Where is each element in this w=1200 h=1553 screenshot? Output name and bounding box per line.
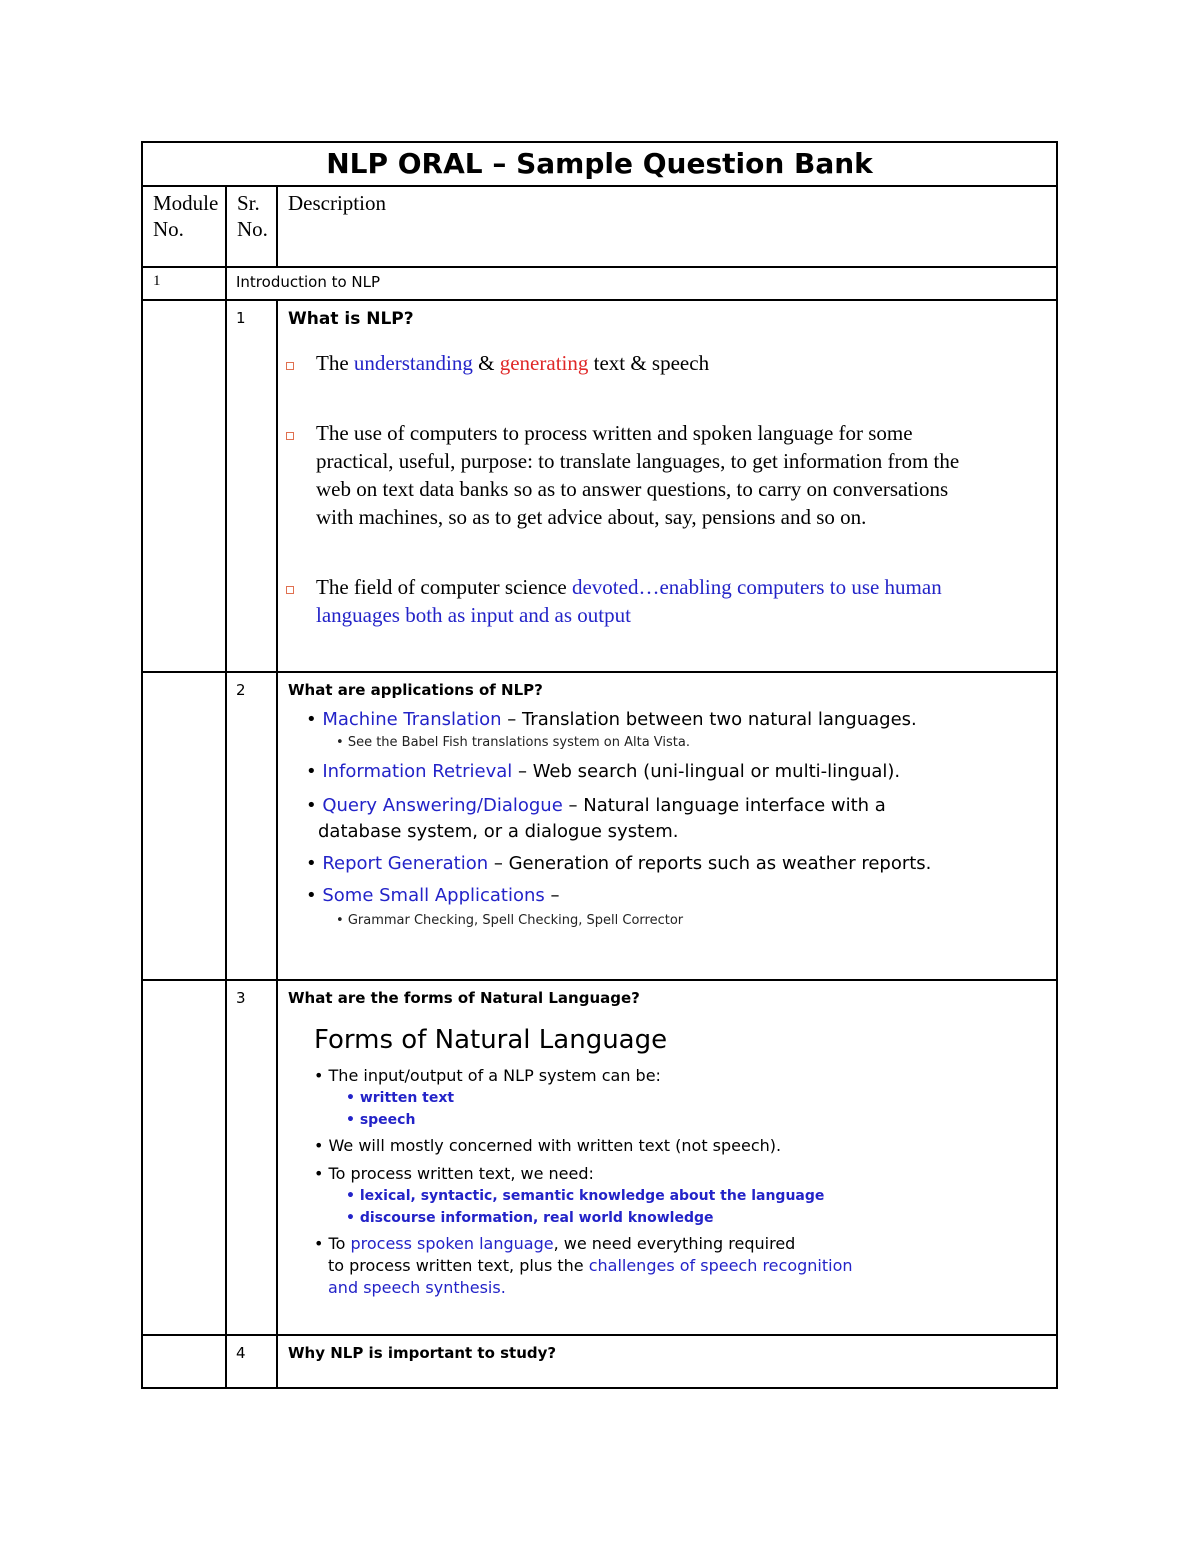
document-title: NLP ORAL – Sample Question Bank [142, 142, 1057, 186]
list-item: • We will mostly concerned with written text (not speech). [314, 1136, 782, 1155]
list-item: • Query Answering/Dialogue – Natural language interface with a database system, or a dialogue system. [306, 795, 886, 842]
answer-point: The understanding & generating text & speech [278, 349, 1056, 377]
list-subitem: • See the Babel Fish translations system on Alta Vista. [336, 735, 690, 750]
question-cell [277, 300, 1057, 672]
answer-block [278, 707, 1056, 931]
list-subitem: • discourse information, real world knowledge [346, 1210, 714, 1226]
question-cell [277, 980, 1057, 1335]
answer-point: The use of computers to process written and spoken language for some practical, useful, purpose: to translate languages, to get information from the web on text data banks so as to answer questions, to carry on conversations with machines, so as to get advice about, say, pensions and so on. [278, 419, 966, 531]
question-text: What are the forms of Natural Language? [288, 989, 640, 1007]
header-row [142, 186, 1057, 267]
list-item-continuation: to process written text, plus the challenges of speech recognition [328, 1256, 853, 1275]
question-bank-table [141, 141, 1058, 1389]
list-subitem: • written text [346, 1090, 455, 1106]
question-cell [277, 1335, 1057, 1388]
header-module-no: Module No. [142, 186, 226, 267]
list-subitem: • speech [346, 1112, 416, 1128]
section-module-no: 1 [142, 267, 226, 300]
header-sr-no: Sr. No. [226, 186, 277, 267]
question-cell [277, 672, 1057, 980]
module-cell-empty [142, 1335, 226, 1388]
question-text: What is NLP? [288, 309, 414, 329]
answer-block [278, 1065, 1056, 1299]
question-row-4 [142, 1335, 1057, 1388]
list-item: • Report Generation – Generation of reports such as weather reports. [306, 853, 932, 874]
header-description: Description [277, 186, 1057, 267]
answer-block [278, 349, 1056, 629]
list-item: • To process written text, we need: [314, 1164, 594, 1183]
list-subitem: • Grammar Checking, Spell Checking, Spell Corrector [336, 913, 684, 928]
question-number: 2 [226, 672, 277, 980]
list-item-continuation: and speech synthesis. [328, 1278, 506, 1297]
question-number: 3 [226, 980, 277, 1335]
module-cell-empty [142, 980, 226, 1335]
square-bullet-icon [286, 586, 294, 594]
section-title: Introduction to NLP [226, 267, 1057, 300]
list-item: • Information Retrieval – Web search (uni-lingual or multi-lingual). [306, 761, 901, 782]
module-cell-empty [142, 300, 226, 672]
answer-point: The field of computer science devoted…enabling computers to use human languages both as input and as output [278, 573, 966, 629]
question-number: 4 [226, 1335, 277, 1388]
question-row-2 [142, 672, 1057, 980]
square-bullet-icon [286, 362, 294, 370]
list-item: • The input/output of a NLP system can be: [314, 1066, 661, 1085]
square-bullet-icon [286, 432, 294, 440]
question-row-3 [142, 980, 1057, 1335]
question-number: 1 [226, 300, 277, 672]
question-row-1 [142, 300, 1057, 672]
question-text: Why NLP is important to study? [288, 1344, 557, 1362]
question-text: What are applications of NLP? [288, 681, 543, 699]
module-cell-empty [142, 672, 226, 980]
list-subitem: • lexical, syntactic, semantic knowledge about the language [346, 1188, 825, 1204]
section-row [142, 267, 1057, 300]
list-item: • Machine Translation – Translation between two natural languages. [306, 709, 917, 730]
answer-heading: Forms of Natural Language [314, 1025, 668, 1055]
list-item: • To process spoken language, we need everything required [314, 1234, 796, 1253]
list-item: • Some Small Applications – [306, 885, 560, 906]
